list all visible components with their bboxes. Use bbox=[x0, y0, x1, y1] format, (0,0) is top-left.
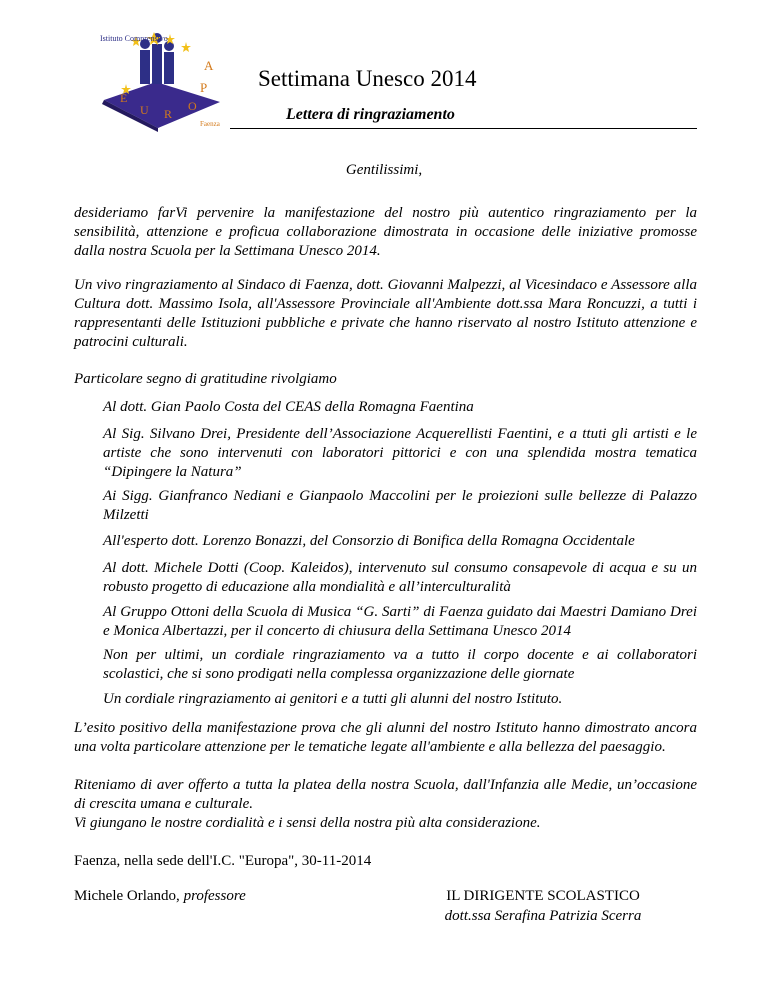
greeting: Gentilissimi, bbox=[345, 162, 423, 178]
logo-text-top: Istituto Comprensivo bbox=[100, 34, 168, 43]
header-divider bbox=[230, 128, 697, 129]
thanks-item: Al dott. Gian Paolo Costa del CEAS della Romagna Faentina bbox=[103, 399, 474, 415]
place-date: Faenza, nella sede dell'I.C. "Europa", 30-11-2014 bbox=[74, 853, 372, 869]
signer-name: Michele Orlando, bbox=[74, 888, 184, 904]
school-logo bbox=[96, 28, 228, 132]
signature-left bbox=[74, 888, 246, 905]
paragraph-4b: Riteniamo di aver offerto a tutta la platea della nostra Scuola, dall'Infanzia alle Medie, un’occasione di crescita umana e culturale. bbox=[74, 777, 697, 812]
paragraph-1: desideriamo farVi pervenire la manifestazione del nostro più autentico ringraziamento per la sensibilità, attenzione e proficua collaborazione dimostrata in occasione delle iniziative promosse dalla nostra Scuola per la Settimana Unesco 2014. bbox=[74, 205, 697, 259]
thanks-item: All'esperto dott. Lorenzo Bonazzi, del Consorzio di Bonifica della Romagna Occidentale bbox=[103, 533, 635, 549]
paragraph-3: Particolare segno di gratitudine rivolgiamo bbox=[74, 371, 337, 387]
svg-text:E: E bbox=[120, 91, 128, 105]
svg-text:A: A bbox=[204, 58, 214, 73]
svg-text:U: U bbox=[140, 103, 149, 117]
thanks-item: Al Gruppo Ottoni della Scuola di Musica “G. Sarti” di Faenza guidato dai Maestri Damiano Drei e Monica Albertazzi, per il concerto di chiusura della Settimana Unesco 2014 bbox=[103, 604, 697, 639]
svg-text:R: R bbox=[164, 107, 173, 121]
thanks-item: Ai Sigg. Gianfranco Nediani e Gianpaolo Maccolini per le proiezioni sulle bellezze di Palazzo Milzetti bbox=[103, 488, 697, 523]
thanks-item: Al dott. Michele Dotti (Coop. Kaleidos), intervenuto sul consumo consapevole di acqua e su un robusto progetto di educazione alla mondialità e all’interculturalità bbox=[103, 560, 697, 595]
page-subtitle: Lettera di ringraziamento bbox=[286, 106, 455, 123]
paragraph-4a: L’esito positivo della manifestazione prova che gli alunni del nostro Istituto hanno dimostrato ancora una volta particolare attenzione per le tematiche legate all'ambiente e alla bellezza del paesaggio. bbox=[74, 720, 697, 755]
thanks-item: Un cordiale ringraziamento ai genitori e a tutti gli alunni del nostro Istituto. bbox=[103, 691, 563, 707]
signature-right bbox=[442, 888, 644, 925]
thanks-item: Al Sig. Silvano Drei, Presidente dell’Associazione Acquerellisti Faentini, e a ttuti gli artisti e le artiste che sono intervenuti con laboratori pittorici e con una splendida mostra tematica “Dipingere la Natura” bbox=[103, 426, 697, 480]
principal-title: IL DIRIGENTE SCOLASTICO bbox=[446, 888, 640, 904]
paragraph-4c: Vi giungano le nostre cordialità e i sensi della nostra più alta considerazione. bbox=[74, 815, 541, 831]
svg-text:P: P bbox=[200, 80, 208, 95]
logo-city: Faenza bbox=[200, 120, 220, 128]
svg-text:O: O bbox=[188, 99, 197, 113]
thanks-item: Non per ultimi, un cordiale ringraziamento va a tutto il corpo docente e ai collaboratori scolastici, che si sono prodigati nella complessa organizzazione delle giornate bbox=[103, 647, 697, 682]
paragraph-2: Un vivo ringraziamento al Sindaco di Faenza, dott. Giovanni Malpezzi, al Vicesindaco e Assessore alla Cultura dott. Massimo Isola, all'Assessore Provinciale all'Ambiente dott.ssa Mara Roncuzzi, a tutti i rappresentanti delle Istituzioni pubbliche e private che hanno riservato al nostro Istituto attenzione e patrocini culturali. bbox=[74, 277, 697, 350]
page-title: Settimana Unesco 2014 bbox=[258, 66, 477, 91]
principal-name: dott.ssa Serafina Patrizia Scerra bbox=[444, 908, 642, 924]
signer-role: professore bbox=[183, 888, 246, 904]
